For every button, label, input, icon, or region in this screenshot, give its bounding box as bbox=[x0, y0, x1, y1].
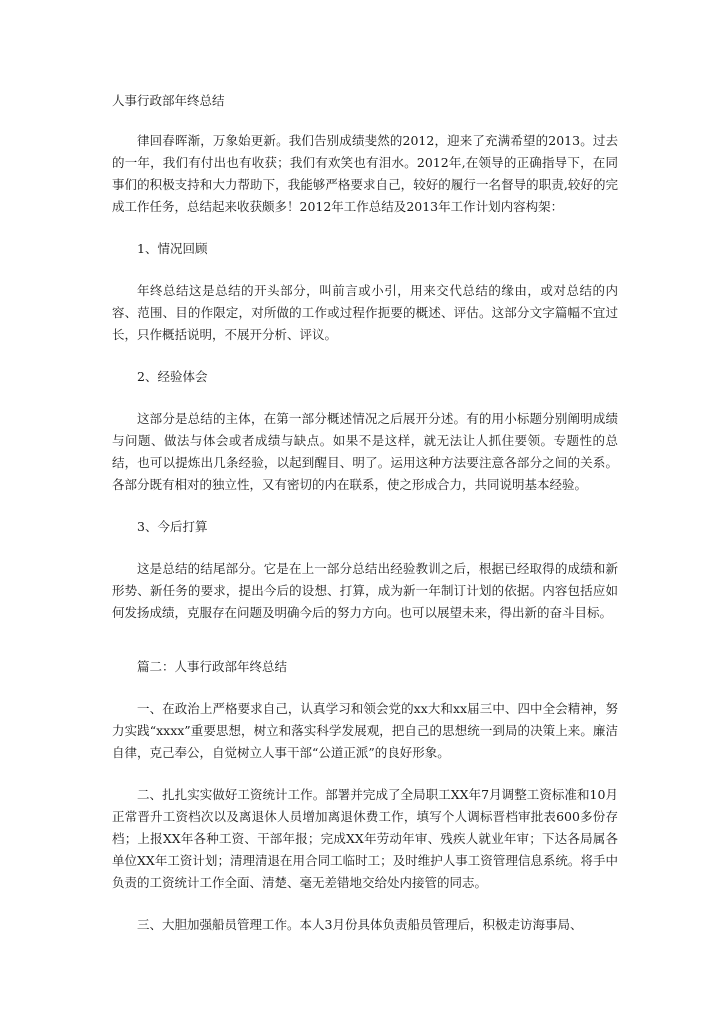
document-title: 人事行政部年终总结 bbox=[112, 93, 225, 108]
intro-paragraph: 律回春晖渐，万象始更新。我们告别成绩斐然的2012，迎来了充满希望的2013。过去的一年，我们有付出也有收获；我们有欢笑也有泪水。2012年,在领导的正确指导下，在同事们的积极支持和大力帮助下，我能够严格要求自己，较好的履行一名督导的职责,较好的完成工作任务，总结起来收获颇多！2012年工作总结及2013年工作计划内容构架： bbox=[112, 133, 618, 214]
part-two-item-2: 二、扎扎实实做好工资统计工作。部署并完成了全局职工XX年7月调整工资标准和10月正常晋升工资档次以及离退休人员增加离退休费工作，填写个人调标晋档审批表600多份存档；上报XX年各种工资、干部年报；完成XX年劳动年审、残疾人就业年审；下达各局属各单位XX年工资计划；清理清退在用合同工临时工；及时维护人事工资管理信息系统。将手中负责的工资统计工作全面、清楚、毫无差错地交给处内接管的同志。 bbox=[112, 787, 618, 890]
part-two-item-3: 三、大胆加强船员管理工作。本人3月份具体负责船员管理后，积极走访海事局、 bbox=[137, 917, 583, 932]
document-body bbox=[112, 92, 618, 956]
section-heading-experience: 2、经验体会 bbox=[137, 369, 208, 384]
section-heading-plan: 3、今后打算 bbox=[137, 519, 208, 534]
part-two-title: 篇二：人事行政部年终总结 bbox=[137, 659, 288, 674]
part-two-item-1: 一、在政治上严格要求自己，认真学习和领会党的xx大和xx届三中、四中全会精神，努力实践“xxxx”重要思想，树立和落实科学发展观，把自己的思想统一到局的决策上来。廉洁自律，克己奉公，自觉树立人事干部“公道正派”的良好形象。 bbox=[112, 701, 618, 760]
review-paragraph: 年终总结这是总结的开头部分，叫前言或小引，用来交代总结的缘由，或对总结的内容、范围、目的作限定，对所做的工作或过程作扼要的概述、评估。这部分文字篇幅不宜过长，只作概括说明，不展开分析、评议。 bbox=[112, 283, 618, 342]
section-heading-review: 1、情况回顾 bbox=[137, 241, 208, 256]
plan-paragraph: 这是总结的结尾部分。它是在上一部分总结出经验教训之后，根据已经取得的成绩和新形势、新任务的要求，提出今后的设想、打算，成为新一年制订计划的依据。内容包括应如何发扬成绩，克服存在问题及明确今后的努力方向。也可以展望未来，得出新的奋斗目标。 bbox=[112, 561, 618, 620]
experience-paragraph: 这部分是总结的主体，在第一部分概述情况之后展开分述。有的用小标题分别阐明成绩与问题、做法与体会或者成绩与缺点。如果不是这样，就无法让人抓住要领。专题性的总结，也可以提炼出几条经验，以起到醒目、明了。运用这种方法要注意各部分之间的关系。各部分既有相对的独立性，又有密切的内在联系，使之形成合力，共同说明基本经验。 bbox=[112, 411, 618, 492]
